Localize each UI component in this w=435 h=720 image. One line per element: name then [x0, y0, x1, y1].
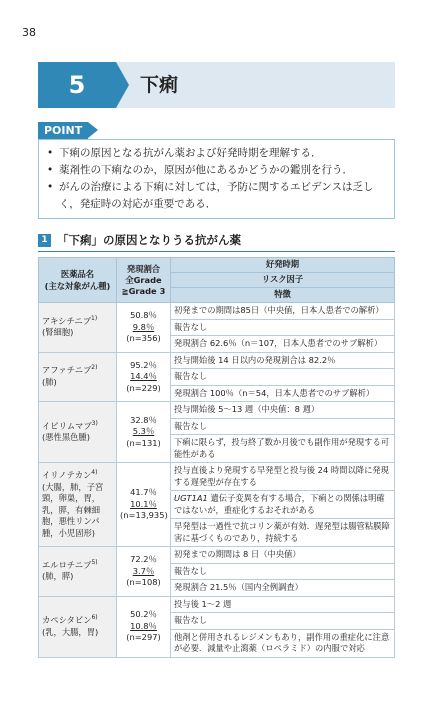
rate-n: (n=356) [126, 333, 161, 343]
feature-cell: 発現割合 62.6％（n＝107，日本人患者でのサブ解析） [171, 336, 395, 353]
risk-cell [171, 418, 395, 435]
drug-name: アキシチニブ [42, 315, 92, 326]
drug-cell [39, 596, 117, 657]
rate-cell [117, 402, 171, 463]
table-row [39, 303, 395, 320]
drug-table [38, 257, 395, 658]
rate-n: (n=108) [126, 577, 161, 587]
header-risk: リスク因子 [171, 273, 395, 288]
header-drug: 医薬品名 (主な対象がん種) [39, 258, 117, 303]
drug-cell [39, 463, 117, 547]
point-box [38, 139, 395, 219]
chapter-title-banner [38, 62, 395, 108]
drug-cancer: (肺，膵) [42, 571, 74, 582]
rate-all: 41.7％ [130, 487, 157, 498]
drug-ref: 4) [91, 469, 98, 477]
drug-name: カペシタビン [42, 615, 92, 625]
table-row [39, 596, 395, 613]
risk-text: 報告なし [174, 420, 208, 431]
drug-cancer: (肺) [42, 376, 57, 387]
drug-ref: 6) [91, 614, 98, 622]
drug-name: イピリムマブ [42, 420, 92, 431]
header-onset: 好発時期 [171, 258, 395, 273]
rate-all: 32.8％ [130, 414, 157, 425]
rate-cell [117, 352, 171, 402]
header-feature: 特徴 [171, 288, 395, 303]
risk-text: 報告なし [174, 615, 208, 625]
risk-cell [171, 491, 395, 519]
drug-cancer: (大腸，肺，子宮頸，卵巣，胃，乳，膵，有棘細胞，悪性リンパ腫，小児固形) [42, 481, 104, 538]
drug-ref: 2) [91, 364, 98, 372]
risk-cell [171, 563, 395, 580]
onset-cell: 初発までの期間は85日（中央値，日本人患者での解析） [171, 303, 395, 320]
rate-g3: 14.4％ [130, 371, 157, 381]
rate-n: (n=13,935) [120, 510, 168, 521]
feature-cell: 早発型は一過性で抗コリン薬が有効．遅発型は腸管粘膜障害に基づくものであり，持続する [171, 519, 395, 547]
onset-cell: 投与後 1～2 週 [171, 596, 395, 613]
rate-g3: 10.8％ [130, 620, 157, 631]
table-row [39, 463, 395, 491]
onset-cell: 初発までの期間は 8 日（中央値） [171, 547, 395, 564]
table-row [39, 402, 395, 419]
risk-text: 報告なし [174, 565, 208, 576]
feature-cell: 他剤と併用されるレジメンもあり，副作用の重症化に注意が必要．減量や止瀉薬（ロペラミド）の内服で対応 [171, 629, 395, 657]
rate-g3: 3.7％ [132, 565, 155, 576]
drug-ref: 3) [91, 419, 98, 427]
rate-all: 50.2％ [130, 609, 157, 620]
drug-ref: 5) [91, 558, 98, 566]
drug-name: イリノテカン [42, 470, 92, 480]
rate-cell [117, 596, 171, 657]
rate-g3: 5.3％ [132, 426, 155, 437]
risk-cell [171, 613, 395, 630]
rate-n: (n=297) [126, 632, 161, 643]
feature-cell: 発現割合 100％（n＝54，日本人患者でのサブ解析） [171, 385, 395, 402]
drug-name: アファチニブ [42, 365, 92, 376]
drug-cancer: (悪性黒色腫) [42, 432, 90, 442]
chapter-number: 5 [38, 62, 116, 108]
chapter-title: 下痢 [140, 74, 179, 96]
point-item: • がんの治療による下痢に対しては，予防に関するエビデンスは乏しく，発症時の対応が重要である． [47, 181, 374, 210]
rate-all: 50.8％ [130, 310, 157, 320]
drug-name: エルロチニブ [42, 559, 92, 570]
feature-cell: 発現割合 21.5％（国内全例調査） [171, 580, 395, 597]
rate-cell [117, 463, 171, 547]
table-row [39, 547, 395, 564]
page-number: 38 [22, 26, 36, 39]
feature-cell: 下痢に限らず，投与終了数か月後でも副作用が発現する可能性がある [171, 435, 395, 463]
section-number: 1 [38, 234, 51, 247]
section-title: 「下痢」の原因となりうる抗がん薬 [57, 233, 241, 247]
risk-text: 報告なし [174, 371, 208, 381]
onset-cell: 投与開始後 5～13 週（中央値：8 週） [171, 402, 395, 419]
onset-cell: 投与直後より発現する早発型と投与後 24 時間以降に発現する遅発型が存在する [171, 463, 395, 491]
drug-cancer: (乳，大腸，胃) [42, 626, 99, 637]
risk-cell [171, 319, 395, 336]
rate-all: 95.2％ [130, 359, 157, 370]
drug-ref: 1) [91, 314, 98, 322]
drug-cell [39, 352, 117, 402]
point-label: POINT [38, 122, 88, 139]
section-heading [38, 233, 395, 252]
rate-g3: 10.1％ [130, 498, 157, 509]
risk-text: 遺伝子変異を有する場合，下痢との関係は明確ではないが，重症化するおそれがある [174, 493, 385, 515]
point-item: • 薬剤性の下痢なのか，原因が他にあるかどうかの鑑別を行う． [47, 164, 353, 176]
risk-cell [171, 369, 395, 386]
rate-g3: 9.8％ [132, 321, 155, 332]
header-rate: 発現割合 全Grade ≧Grade 3 [117, 258, 171, 303]
drug-cell [39, 547, 117, 597]
risk-gene: UGT1A1 [174, 493, 208, 503]
table-row [39, 352, 395, 369]
rate-all: 72.2％ [130, 554, 157, 564]
rate-n: (n=229) [126, 382, 161, 393]
risk-text: 報告なし [174, 321, 208, 332]
onset-cell: 投与開始後 14 日以内の発現割合は 82.2％ [171, 352, 395, 369]
drug-cancer: (腎細胞) [42, 327, 74, 338]
rate-cell [117, 303, 171, 353]
point-item: • 下痢の原因となる抗がん薬および好発時期を理解する． [47, 147, 322, 159]
drug-cell [39, 303, 117, 353]
rate-cell [117, 547, 171, 597]
drug-cell [39, 402, 117, 463]
rate-n: (n=131) [126, 437, 161, 448]
